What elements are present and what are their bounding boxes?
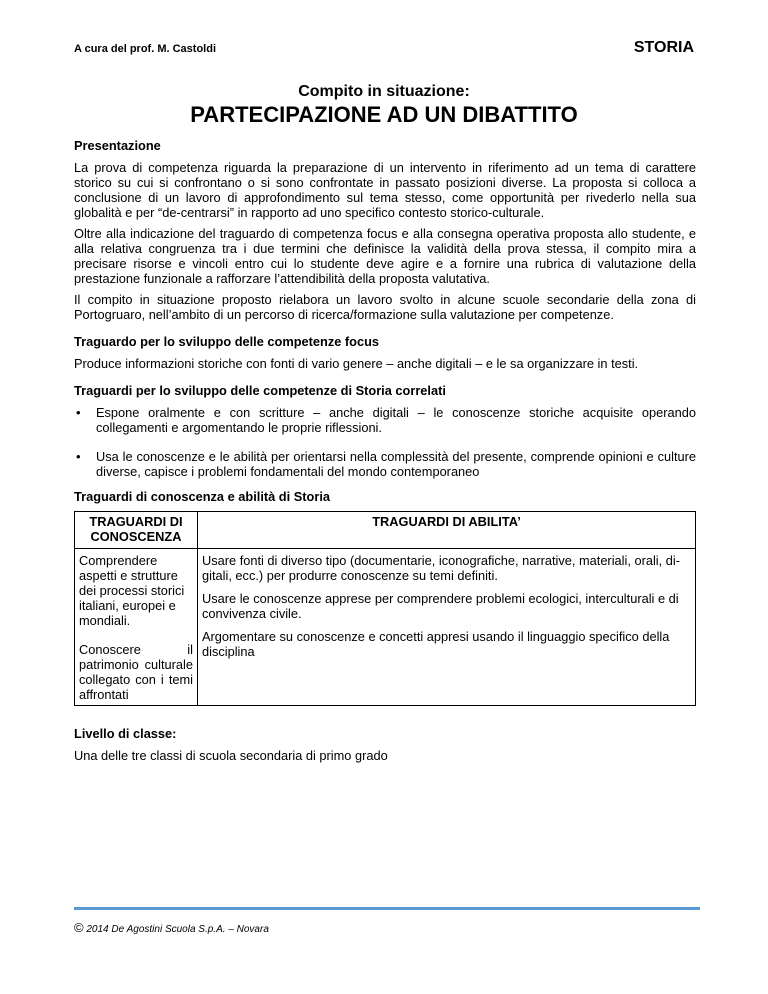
author-credit: A cura del prof. M. Castoldi (74, 43, 216, 55)
table-row (75, 549, 696, 706)
section-heading: Traguardo per lo sviluppo delle competenze focus (74, 334, 380, 349)
table-cell-conoscenza (75, 549, 198, 706)
list-item: • Espone oralmente e con scritture – anche digitali – le conoscenze storiche acquisite operando collegamenti e argomentando le proprie riflessioni. (74, 405, 696, 435)
table-header-row (75, 512, 696, 549)
section-heading: Presentazione (74, 138, 161, 153)
copyright-symbol: © (74, 920, 84, 935)
document-body (74, 138, 696, 769)
section-focus (74, 334, 696, 371)
subject-label: STORIA (633, 39, 694, 56)
bullet-list (74, 405, 696, 479)
cell-text: Comprendere aspetti e strutture dei processi storici italiani, europei e mondiali. (79, 553, 185, 628)
footer-copyright (74, 920, 269, 935)
section-livello (74, 726, 696, 763)
paragraph: Una delle tre classi di scuola secondaria di primo grado (74, 748, 388, 763)
cell-text: Usare fonti di diverso tipo (documentarie, iconografiche, narrative, materiali, orali, di-gitali, ecc.) per produrre conoscenze su temi definiti. (202, 553, 680, 583)
document-subtitle: Compito in situazione: (298, 83, 470, 100)
paragraph: Il compito in situazione proposto rielabora un lavoro svolto in alcune scuole secondarie della zona di Portogruaro, nell’ambito di un percorso di ricerca/formazione sulla valutazione per competenze. (74, 292, 696, 322)
cell-text: Usare le conoscenze apprese per comprendere problemi ecologici, interculturali e di convivenza civile. (202, 591, 679, 621)
table-cell-abilita (198, 549, 696, 706)
section-heading: Traguardi per lo sviluppo delle competenze di Storia correlati (74, 383, 446, 398)
cell-text: Conoscere il patrimonio culturale collegato con i temi affrontati (79, 642, 193, 702)
paragraph: Oltre alla indicazione del traguardo di competenza focus e alla consegna operativa proposta allo studente, e alla relativa congruenza tra i due termini che definisce la validità della prova stessa, il compito mira a precisare risorse e vincoli entro cui lo studente deve agire e a fornire una rubrica di valutazione della prestazione funzionale a rafforzare l’attendibilità della proposta valutativa. (74, 226, 696, 286)
traguardi-table (74, 511, 696, 706)
copyright-text: 2014 De Agostini Scuola S.p.A. – Novara (86, 924, 269, 935)
section-presentazione (74, 138, 696, 322)
list-item: • Usa le conoscenze e le abilità per orientarsi nella complessità del presente, comprende opinioni e culture diverse, capisce i problemi fondamentali del mondo contemporaneo (74, 449, 696, 479)
cell-text: Argomentare su conoscenze e concetti appresi usando il linguaggio specifico della disciplina (202, 629, 670, 659)
section-conoscenza (74, 489, 696, 706)
paragraph: La prova di competenza riguarda la preparazione di un intervento in riferimento ad un tema di carattere storico su cui si confrontano o si sono confrontate in passato posizioni diverse. La proposta si colloca a conclusione di un lavoro di approfondimento sul tema stesso, come opportunità per rivederlo nella sua globalità e per “de-centrarsi” in rapporto ad uno specifico contesto storico-culturale. (74, 160, 696, 220)
column-header: TRAGUARDI DI CONOSCENZA (75, 512, 198, 549)
paragraph: Produce informazioni storiche con fonti di vario genere – anche digitali – e le sa organizzare in testi. (74, 356, 639, 371)
section-correlati (74, 383, 696, 479)
section-heading: Traguardi di conoscenza e abilità di Storia (74, 489, 331, 504)
column-header: TRAGUARDI DI ABILITA’ (198, 512, 696, 549)
section-heading: Livello di classe: (74, 726, 177, 741)
document-title: PARTECIPAZIONE AD UN DIBATTITO (190, 102, 578, 127)
footer-divider (74, 907, 700, 910)
